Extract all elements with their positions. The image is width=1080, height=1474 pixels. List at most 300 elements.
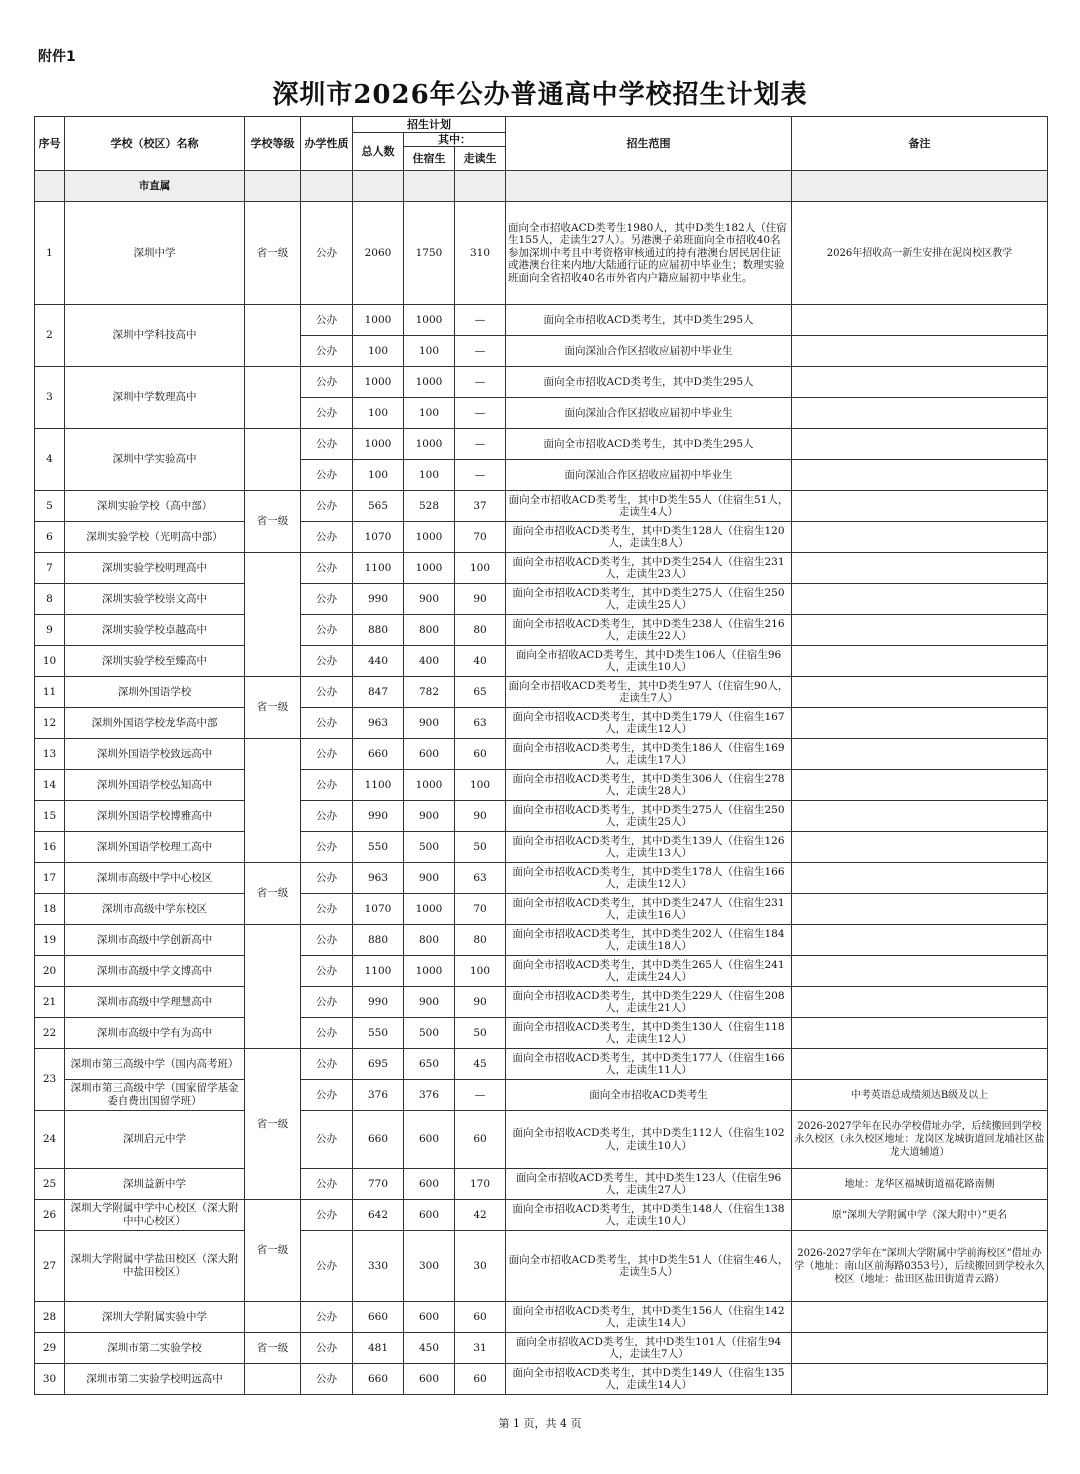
row-level	[245, 553, 301, 677]
row-day: 100	[455, 553, 506, 584]
row-total: 695	[353, 1049, 404, 1080]
row-school: 深圳外国语学校弘知高中	[65, 770, 245, 801]
row-school: 深圳外国语学校龙华高中部	[65, 708, 245, 739]
row-day: 50	[455, 832, 506, 863]
row-total: 660	[353, 1302, 404, 1333]
row-day: 170	[455, 1169, 506, 1200]
header-boarding: 住宿生	[404, 147, 455, 171]
row-remark	[792, 1302, 1048, 1333]
row-boarding: 900	[404, 584, 455, 615]
row-no: 14	[35, 770, 65, 801]
table-row	[35, 1333, 1048, 1364]
header-total: 总人数	[353, 133, 404, 171]
page-title: 深圳市2026年公办普通高中学校招生计划表	[272, 80, 808, 110]
table-cell	[404, 171, 455, 202]
row-scope: 面向全市招收ACD类考生，其中D类生139人（住宿生126人，走读生13人）	[506, 832, 792, 863]
row-day: 100	[455, 956, 506, 987]
row-nature: 公办	[301, 615, 353, 646]
row-nature: 公办	[301, 894, 353, 925]
row-no: 4	[35, 429, 65, 491]
table-row	[35, 491, 1048, 522]
row-total: 880	[353, 615, 404, 646]
row-total: 1100	[353, 553, 404, 584]
row-level: 省一级	[245, 863, 301, 925]
row-remark	[792, 646, 1048, 677]
row-total: 2060	[353, 202, 404, 305]
table-row	[35, 429, 1048, 460]
row-nature: 公办	[301, 1111, 353, 1169]
row-total: 1000	[353, 429, 404, 460]
table-row	[35, 708, 1048, 739]
row-boarding: 1000	[404, 956, 455, 987]
row-day: —	[455, 367, 506, 398]
row-day: —	[455, 429, 506, 460]
row-day: 65	[455, 677, 506, 708]
table-row	[35, 677, 1048, 708]
row-nature: 公办	[301, 956, 353, 987]
row-boarding: 450	[404, 1333, 455, 1364]
row-scope: 面向深汕合作区招收应届初中毕业生	[506, 336, 792, 367]
row-boarding: 1000	[404, 894, 455, 925]
row-scope: 面向全市招收ACD类考生，其中D类生156人（住宿生142人，走读生14人）	[506, 1302, 792, 1333]
table-row	[35, 894, 1048, 925]
row-remark	[792, 336, 1048, 367]
row-nature: 公办	[301, 1333, 353, 1364]
table-row	[35, 739, 1048, 770]
table-row	[35, 801, 1048, 832]
row-nature: 公办	[301, 584, 353, 615]
row-nature: 公办	[301, 202, 353, 305]
row-no: 25	[35, 1169, 65, 1200]
row-no: 9	[35, 615, 65, 646]
table-row	[35, 202, 1048, 305]
row-school: 深圳实验学校卓越高中	[65, 615, 245, 646]
row-scope: 面向全市招收ACD类考生，其中D类生295人	[506, 429, 792, 460]
header-plan: 招生计划	[353, 117, 506, 133]
row-level	[245, 367, 301, 429]
row-boarding: 600	[404, 1302, 455, 1333]
row-remark: 地址：龙华区福城街道福花路南侧	[792, 1169, 1048, 1200]
table-row	[35, 646, 1048, 677]
table-row	[35, 522, 1048, 553]
table-cell	[301, 171, 353, 202]
row-scope: 面向全市招收ACD类考生，其中D类生149人（住宿生135人，走读生14人）	[506, 1364, 792, 1395]
row-remark	[792, 491, 1048, 522]
row-level	[245, 429, 301, 491]
row-total: 481	[353, 1333, 404, 1364]
row-total: 100	[353, 460, 404, 491]
row-remark	[792, 522, 1048, 553]
row-boarding: 100	[404, 336, 455, 367]
row-remark	[792, 863, 1048, 894]
row-boarding: 800	[404, 615, 455, 646]
header-among: 其中：	[404, 133, 506, 147]
row-total: 990	[353, 801, 404, 832]
row-remark	[792, 925, 1048, 956]
row-level: 省一级	[245, 1049, 301, 1200]
row-no: 15	[35, 801, 65, 832]
row-remark: 中考英语总成绩须达B级及以上	[792, 1080, 1048, 1111]
table-row	[35, 1169, 1048, 1200]
row-boarding: 1000	[404, 553, 455, 584]
attachment-label: 附件1	[38, 49, 76, 65]
row-total: 1070	[353, 894, 404, 925]
table-row	[35, 832, 1048, 863]
table-row	[35, 925, 1048, 956]
row-day: 80	[455, 925, 506, 956]
row-remark	[792, 1018, 1048, 1049]
row-day: 90	[455, 987, 506, 1018]
table-row	[35, 305, 1048, 336]
row-nature: 公办	[301, 801, 353, 832]
row-remark	[792, 460, 1048, 491]
row-boarding: 900	[404, 708, 455, 739]
row-level	[245, 739, 301, 863]
row-scope: 面向全市招收ACD类考生，其中D类生265人（住宿生241人，走读生24人）	[506, 956, 792, 987]
row-total: 1100	[353, 956, 404, 987]
row-remark	[792, 801, 1048, 832]
row-day: 70	[455, 522, 506, 553]
row-school: 深圳大学附属中学中心校区（深大附中中心校区）	[65, 1200, 245, 1231]
header-school: 学校（校区）名称	[65, 117, 245, 171]
row-day: 310	[455, 202, 506, 305]
row-boarding: 1000	[404, 367, 455, 398]
row-nature: 公办	[301, 398, 353, 429]
row-level: 省一级	[245, 677, 301, 739]
row-remark	[792, 708, 1048, 739]
row-boarding: 1000	[404, 770, 455, 801]
row-school: 深圳外国语学校致远高中	[65, 739, 245, 770]
row-boarding: 900	[404, 801, 455, 832]
table-body	[35, 171, 1048, 1395]
table-cell	[792, 171, 1048, 202]
row-boarding: 800	[404, 925, 455, 956]
row-remark: 2026年招收高一新生安排在泥岗校区教学	[792, 202, 1048, 305]
row-school: 深圳实验学校（光明高中部）	[65, 522, 245, 553]
section-label: 市直属	[65, 171, 245, 202]
row-remark	[792, 832, 1048, 863]
row-nature: 公办	[301, 987, 353, 1018]
row-remark	[792, 894, 1048, 925]
row-total: 100	[353, 398, 404, 429]
table-row	[35, 956, 1048, 987]
row-school: 深圳大学附属实验中学	[65, 1302, 245, 1333]
row-school: 深圳大学附属中学盐田校区（深大附中盐田校区）	[65, 1231, 245, 1302]
row-no: 27	[35, 1231, 65, 1302]
row-level	[245, 305, 301, 367]
row-no: 19	[35, 925, 65, 956]
row-school: 深圳市第二实验学校明远高中	[65, 1364, 245, 1395]
row-nature: 公办	[301, 863, 353, 894]
row-boarding: 100	[404, 460, 455, 491]
row-day: 60	[455, 739, 506, 770]
enrollment-plan-table	[34, 116, 1048, 1395]
row-school: 深圳外国语学校理工高中	[65, 832, 245, 863]
row-school: 深圳市高级中学理慧高中	[65, 987, 245, 1018]
row-total: 963	[353, 863, 404, 894]
row-no: 10	[35, 646, 65, 677]
row-day: 37	[455, 491, 506, 522]
page-footer: 第 1 页，共 4 页	[498, 1417, 582, 1430]
row-school: 深圳中学科技高中	[65, 305, 245, 367]
row-boarding: 600	[404, 1364, 455, 1395]
row-remark	[792, 615, 1048, 646]
row-no: 24	[35, 1111, 65, 1169]
row-scope: 面向全市招收ACD类考生，其中D类生179人（住宿生167人，走读生12人）	[506, 708, 792, 739]
row-total: 376	[353, 1080, 404, 1111]
row-no: 16	[35, 832, 65, 863]
row-school: 深圳市高级中学东校区	[65, 894, 245, 925]
row-boarding: 1750	[404, 202, 455, 305]
row-remark: 2026-2027学年在“深圳大学附属中学前海校区”借址办学（地址：南山区前海路0353号），后续搬回到学校永久校区（地址：盐田区盐田街道青云路）	[792, 1231, 1048, 1302]
row-nature: 公办	[301, 925, 353, 956]
row-level: 省一级	[245, 1200, 301, 1302]
row-nature: 公办	[301, 832, 353, 863]
row-scope: 面向全市招收ACD类考生，其中D类生177人（住宿生166人，走读生11人）	[506, 1049, 792, 1080]
row-remark	[792, 367, 1048, 398]
row-scope: 面向全市招收ACD类考生，其中D类生295人	[506, 367, 792, 398]
table-row	[35, 584, 1048, 615]
header-day: 走读生	[455, 147, 506, 171]
row-total: 963	[353, 708, 404, 739]
row-nature: 公办	[301, 770, 353, 801]
row-day: 45	[455, 1049, 506, 1080]
row-scope: 面向全市招收ACD类考生，其中D类生106人（住宿生96人，走读生10人）	[506, 646, 792, 677]
row-boarding: 500	[404, 1018, 455, 1049]
row-day: 70	[455, 894, 506, 925]
row-scope: 面向全市招收ACD类考生，其中D类生229人（住宿生208人，走读生21人）	[506, 987, 792, 1018]
row-total: 550	[353, 832, 404, 863]
row-day: 40	[455, 646, 506, 677]
row-boarding: 528	[404, 491, 455, 522]
row-scope: 面向全市招收ACD类考生，其中D类生101人（住宿生94人，走读生7人）	[506, 1333, 792, 1364]
row-boarding: 300	[404, 1231, 455, 1302]
row-school: 深圳实验学校至臻高中	[65, 646, 245, 677]
row-nature: 公办	[301, 1018, 353, 1049]
table-row	[35, 1200, 1048, 1231]
row-nature: 公办	[301, 336, 353, 367]
row-no: 6	[35, 522, 65, 553]
row-nature: 公办	[301, 1049, 353, 1080]
row-day: 90	[455, 801, 506, 832]
row-day: —	[455, 336, 506, 367]
row-nature: 公办	[301, 1169, 353, 1200]
row-scope: 面向全市招收ACD类考生，其中D类生186人（住宿生169人，走读生17人）	[506, 739, 792, 770]
row-scope: 面向全市招收ACD类考生，其中D类生275人（住宿生250人，走读生25人）	[506, 801, 792, 832]
table-cell	[506, 171, 792, 202]
row-boarding: 782	[404, 677, 455, 708]
row-level	[245, 925, 301, 1049]
row-scope: 面向全市招收ACD类考生，其中D类生178人（住宿生166人，走读生12人）	[506, 863, 792, 894]
row-boarding: 900	[404, 863, 455, 894]
row-scope: 面向全市招收ACD类考生，其中D类生55人（住宿生51人，走读生4人）	[506, 491, 792, 522]
row-scope: 面向深汕合作区招收应届初中毕业生	[506, 460, 792, 491]
row-scope: 面向全市招收ACD类考生，其中D类生306人（住宿生278人，走读生28人）	[506, 770, 792, 801]
row-no: 17	[35, 863, 65, 894]
row-boarding: 100	[404, 398, 455, 429]
table-cell	[245, 171, 301, 202]
row-no: 30	[35, 1364, 65, 1395]
row-day: 80	[455, 615, 506, 646]
row-day: 31	[455, 1333, 506, 1364]
row-school: 深圳市第二实验学校	[65, 1333, 245, 1364]
row-boarding: 500	[404, 832, 455, 863]
table-row	[35, 615, 1048, 646]
row-total: 847	[353, 677, 404, 708]
row-no: 12	[35, 708, 65, 739]
row-school: 深圳中学	[65, 202, 245, 305]
row-day: 63	[455, 863, 506, 894]
row-nature: 公办	[301, 1200, 353, 1231]
row-remark	[792, 677, 1048, 708]
row-remark	[792, 956, 1048, 987]
table-row	[35, 1231, 1048, 1302]
row-school: 深圳实验学校崇文高中	[65, 584, 245, 615]
row-scope: 面向全市招收ACD类考生	[506, 1080, 792, 1111]
row-school: 深圳市高级中学有为高中	[65, 1018, 245, 1049]
row-no: 28	[35, 1302, 65, 1333]
row-scope: 面向全市招收ACD类考生，其中D类生202人（住宿生184人，走读生18人）	[506, 925, 792, 956]
row-total: 642	[353, 1200, 404, 1231]
row-remark	[792, 1364, 1048, 1395]
row-scope: 面向全市招收ACD类考生，其中D类生148人（住宿生138人，走读生10人）	[506, 1200, 792, 1231]
header-scope: 招生范围	[506, 117, 792, 171]
table-cell	[35, 171, 65, 202]
row-scope: 面向全市招收ACD类考生，其中D类生247人（住宿生231人，走读生16人）	[506, 894, 792, 925]
row-school: 深圳益新中学	[65, 1169, 245, 1200]
row-no: 26	[35, 1200, 65, 1231]
row-scope: 面向全市招收ACD类考生，其中D类生130人（住宿生118人，走读生12人）	[506, 1018, 792, 1049]
row-nature: 公办	[301, 1080, 353, 1111]
row-nature: 公办	[301, 553, 353, 584]
row-school: 深圳市高级中学文博高中	[65, 956, 245, 987]
row-no: 1	[35, 202, 65, 305]
row-nature: 公办	[301, 491, 353, 522]
row-remark	[792, 553, 1048, 584]
row-boarding: 1000	[404, 429, 455, 460]
row-scope: 面向全市招收ACD类考生，其中D类生254人（住宿生231人，走读生23人）	[506, 553, 792, 584]
row-nature: 公办	[301, 1302, 353, 1333]
row-scope: 面向全市招收ACD类考生1980人，其中D类生182人（住宿生155人，走读生27人）。另港澳子弟班面向全市招收40名参加深圳中考且中考资格审核通过的持有港澳台居民居住证或港澳台往来内地/大陆通行证的应届初中毕业生；数理实验班面向全省招收40名市外省内户籍应届初中毕业生。	[506, 202, 792, 305]
row-nature: 公办	[301, 367, 353, 398]
row-total: 1070	[353, 522, 404, 553]
row-scope: 面向全市招收ACD类考生，其中D类生275人（住宿生250人，走读生25人）	[506, 584, 792, 615]
row-total: 660	[353, 1364, 404, 1395]
table-cell	[455, 171, 506, 202]
row-total: 1000	[353, 367, 404, 398]
row-total: 440	[353, 646, 404, 677]
row-boarding: 1000	[404, 522, 455, 553]
row-total: 770	[353, 1169, 404, 1200]
row-nature: 公办	[301, 460, 353, 491]
row-boarding: 1000	[404, 305, 455, 336]
row-level	[245, 1364, 301, 1395]
row-day: —	[455, 398, 506, 429]
row-total: 330	[353, 1231, 404, 1302]
table-row	[35, 770, 1048, 801]
row-day: 90	[455, 584, 506, 615]
row-no: 21	[35, 987, 65, 1018]
row-no: 18	[35, 894, 65, 925]
row-scope: 面向全市招收ACD类考生，其中D类生112人（住宿生102人，走读生10人）	[506, 1111, 792, 1169]
row-school: 深圳外国语学校	[65, 677, 245, 708]
row-day: 42	[455, 1200, 506, 1231]
row-total: 1000	[353, 305, 404, 336]
row-no: 7	[35, 553, 65, 584]
row-boarding: 600	[404, 1111, 455, 1169]
row-total: 880	[353, 925, 404, 956]
row-remark	[792, 584, 1048, 615]
row-school: 深圳市高级中学创新高中	[65, 925, 245, 956]
row-no: 23	[35, 1049, 65, 1111]
row-level: 省一级	[245, 202, 301, 305]
row-remark	[792, 987, 1048, 1018]
table-row	[35, 1111, 1048, 1169]
row-level: 省一级	[245, 491, 301, 553]
row-remark	[792, 770, 1048, 801]
row-nature: 公办	[301, 429, 353, 460]
row-remark	[792, 739, 1048, 770]
row-scope: 面向全市招收ACD类考生，其中D类生238人（住宿生216人，走读生22人）	[506, 615, 792, 646]
row-boarding: 650	[404, 1049, 455, 1080]
header-level: 学校等级	[245, 117, 301, 171]
row-total: 100	[353, 336, 404, 367]
row-nature: 公办	[301, 739, 353, 770]
row-boarding: 600	[404, 739, 455, 770]
row-total: 990	[353, 584, 404, 615]
row-total: 1100	[353, 770, 404, 801]
row-school: 深圳实验学校（高中部）	[65, 491, 245, 522]
row-nature: 公办	[301, 522, 353, 553]
row-school: 深圳市高级中学中心校区	[65, 863, 245, 894]
row-no: 5	[35, 491, 65, 522]
row-boarding: 600	[404, 1200, 455, 1231]
row-day: —	[455, 460, 506, 491]
row-scope: 面向全市招收ACD类考生，其中D类生97人（住宿生90人，走读生7人）	[506, 677, 792, 708]
row-level: 省一级	[245, 1333, 301, 1364]
row-scope: 面向全市招收ACD类考生，其中D类生295人	[506, 305, 792, 336]
row-nature: 公办	[301, 1364, 353, 1395]
row-remark: 原“深圳大学附属中学（深大附中）”更名	[792, 1200, 1048, 1231]
row-day: 60	[455, 1364, 506, 1395]
row-boarding: 900	[404, 987, 455, 1018]
row-school: 深圳启元中学	[65, 1111, 245, 1169]
table-row	[35, 1080, 1048, 1111]
row-scope: 面向全市招收ACD类考生，其中D类生128人（住宿生120人，走读生8人）	[506, 522, 792, 553]
row-remark	[792, 1333, 1048, 1364]
row-nature: 公办	[301, 305, 353, 336]
row-nature: 公办	[301, 646, 353, 677]
row-boarding: 400	[404, 646, 455, 677]
row-day: —	[455, 1080, 506, 1111]
header-remarks: 备注	[792, 117, 1048, 171]
row-no: 11	[35, 677, 65, 708]
row-boarding: 600	[404, 1169, 455, 1200]
row-school: 深圳外国语学校博雅高中	[65, 801, 245, 832]
row-no: 29	[35, 1333, 65, 1364]
row-day: 30	[455, 1231, 506, 1302]
row-scope: 面向深汕合作区招收应届初中毕业生	[506, 398, 792, 429]
row-boarding: 376	[404, 1080, 455, 1111]
row-total: 990	[353, 987, 404, 1018]
row-remark	[792, 429, 1048, 460]
row-total: 565	[353, 491, 404, 522]
row-day: 60	[455, 1111, 506, 1169]
table-row	[35, 367, 1048, 398]
row-scope: 面向全市招收ACD类考生，其中D类生123人（住宿生96人，走读生27人）	[506, 1169, 792, 1200]
header-nature: 办学性质	[301, 117, 353, 171]
table-row	[35, 1364, 1048, 1395]
